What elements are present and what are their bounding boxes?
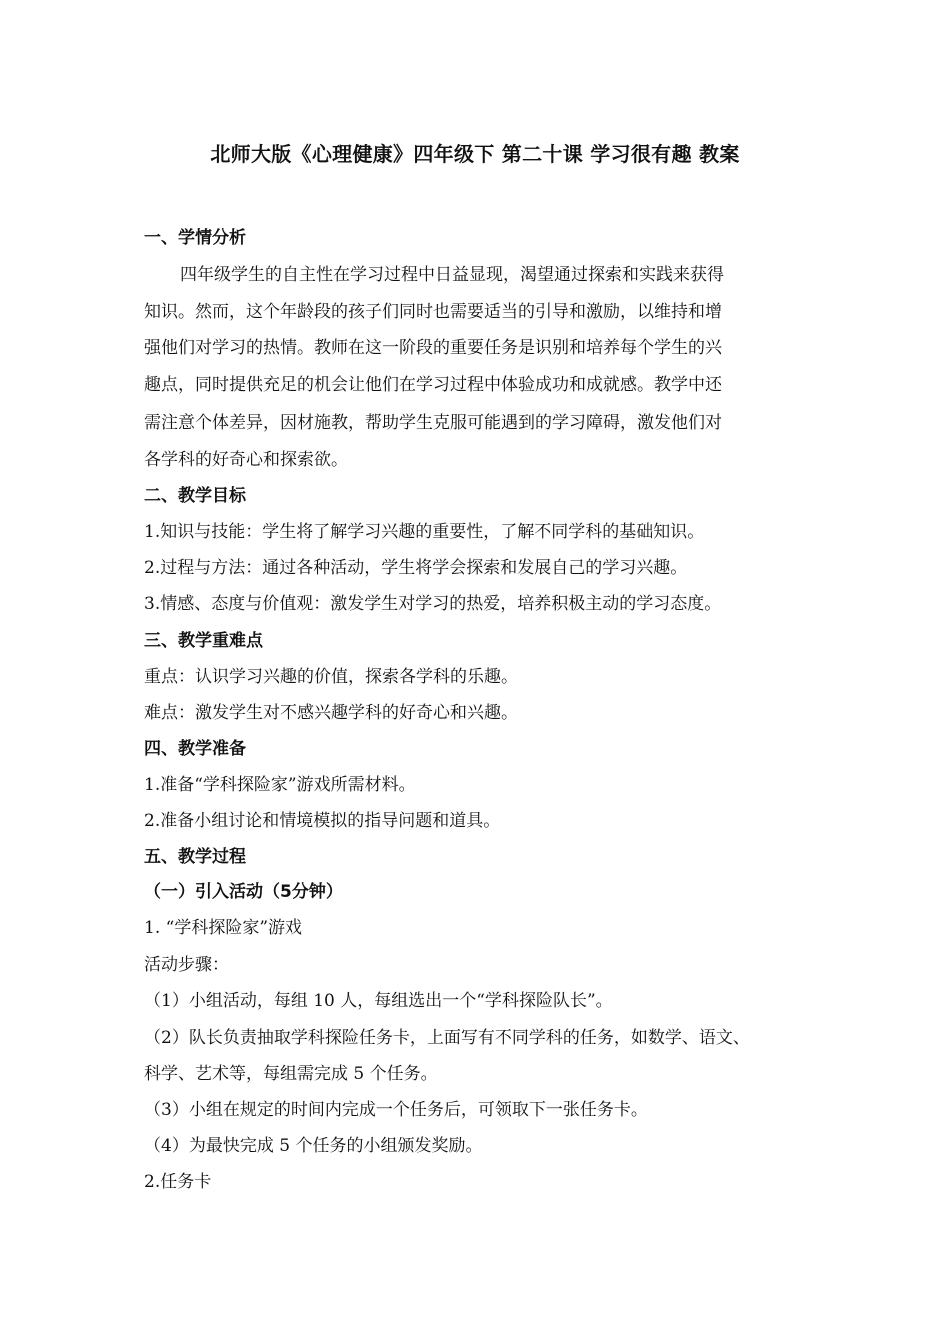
list-item: 难点：激发学生对不感兴趣学科的好奇心和兴趣。 [144, 703, 518, 723]
list-item: 1.知识与技能：学生将了解学习兴趣的重要性，了解不同学科的基础知识。 [144, 522, 705, 542]
section-heading-objectives: 二、教学目标 [144, 486, 246, 506]
page-title: 北师大版《心理健康》四年级下 第二十课 学习很有趣 教案 [210, 142, 740, 166]
content-line: 科学、艺术等，每组需完成 5 个任务。 [144, 1064, 438, 1084]
paragraph-line: 四年级学生的自主性在学习过程中日益显现，渴望通过探索和实践来获得 [180, 265, 724, 285]
paragraph-line: 强他们对学习的热情。教师在这一阶段的重要任务是识别和培养每个学生的兴 [144, 338, 722, 358]
list-item: 3.情感、态度与价值观：激发学生对学习的热爱，培养积极主动的学习态度。 [144, 594, 722, 614]
content-line: 2.任务卡 [144, 1172, 212, 1192]
section-heading-key-points: 三、教学重难点 [144, 631, 263, 651]
list-item: 2.准备小组讨论和情境模拟的指导问题和道具。 [144, 811, 501, 831]
section-heading-process: 五、教学过程 [144, 847, 246, 867]
content-line: （3）小组在规定的时间内完成一个任务后，可领取下一张任务卡。 [144, 1100, 648, 1120]
section-heading-analysis: 一、学情分析 [144, 228, 246, 248]
content-line: 1. “学科探险家”游戏 [144, 918, 303, 938]
content-line: 活动步骤： [144, 955, 229, 975]
paragraph-line: 趣点，同时提供充足的机会让他们在学习过程中体验成功和成就感。教学中还 [144, 375, 722, 395]
list-item: 2.过程与方法：通过各种活动，学生将学会探索和发展自己的学习兴趣。 [144, 558, 688, 578]
paragraph-line: 各学科的好奇心和探索欲。 [144, 450, 348, 470]
content-line: （4）为最快完成 5 个任务的小组颁发奖励。 [144, 1136, 483, 1156]
paragraph-line: 知识。然而，这个年龄段的孩子们同时也需要适当的引导和激励，以维持和增 [144, 302, 722, 322]
list-item: 重点：认识学习兴趣的价值，探索各学科的乐趣。 [144, 667, 518, 687]
content-line: （2）队长负责抽取学科探险任务卡，上面写有不同学科的任务，如数学、语文、 [144, 1028, 750, 1048]
paragraph-line: 需注意个体差异，因材施教，帮助学生克服可能遇到的学习障碍，激发他们对 [144, 413, 722, 433]
list-item: 1.准备“学科探险家”游戏所需材料。 [144, 775, 416, 795]
section-heading-preparation: 四、教学准备 [144, 739, 246, 759]
content-line: （1）小组活动，每组 10 人，每组选出一个“学科探险队长”。 [144, 991, 613, 1011]
subsection-heading-intro: （一）引入活动（5分钟） [144, 882, 343, 902]
